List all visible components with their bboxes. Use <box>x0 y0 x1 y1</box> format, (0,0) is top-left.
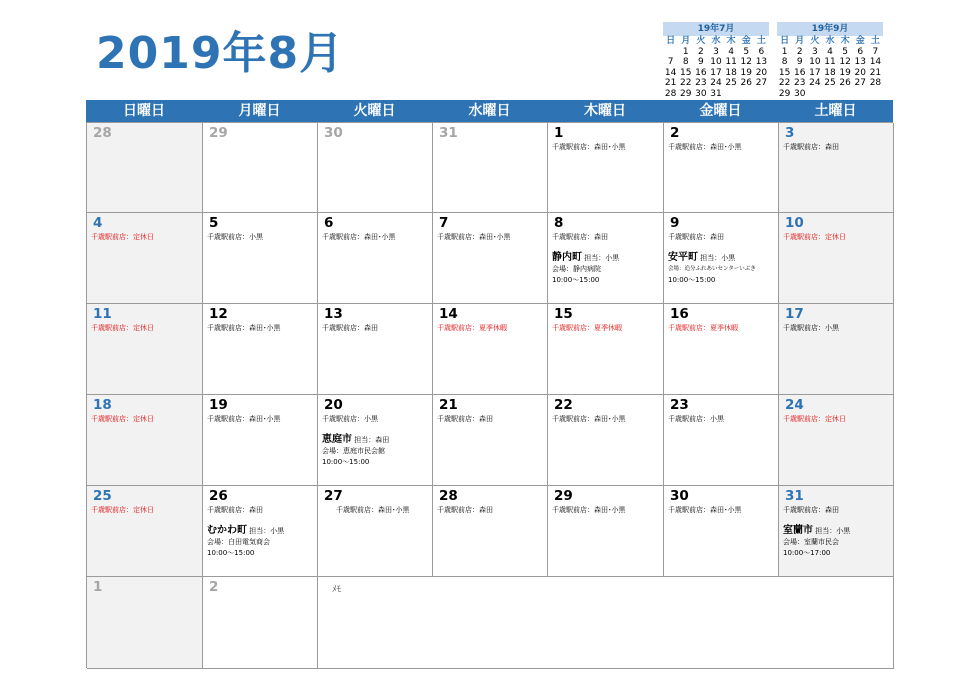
day-cell[interactable] <box>779 395 894 486</box>
mini-day: 4 <box>827 46 833 57</box>
mini-day: 30 <box>793 88 806 99</box>
event-name: 安平町 <box>668 252 698 263</box>
mini-weekday: 月 <box>795 36 805 46</box>
schedule-entry: 千歳駅前店：森田･小黒 <box>668 506 742 514</box>
weekday-label: 日曜日 <box>123 103 165 119</box>
mini-day: 30 <box>695 88 707 99</box>
mini-weekday: 木 <box>726 36 736 46</box>
day-cell[interactable] <box>548 213 664 304</box>
mini-day: 29 <box>778 88 791 99</box>
day-number: 6 <box>324 215 334 231</box>
day-cell[interactable] <box>203 304 318 395</box>
day-number: 9 <box>670 215 680 231</box>
day-cell[interactable] <box>664 123 779 213</box>
mini-day: 24 <box>710 78 722 88</box>
day-number: 28 <box>439 488 458 504</box>
mini-day: 17 <box>809 67 821 78</box>
day-cell[interactable] <box>87 395 203 486</box>
event-time: 10:00～15:00 <box>552 276 600 284</box>
day-cell[interactable] <box>548 486 664 577</box>
mini-day: 26 <box>839 78 851 88</box>
mini-day: 14 <box>664 67 677 78</box>
mini-weekday: 火 <box>696 36 706 46</box>
mini-weekday: 日 <box>780 36 790 46</box>
mini-day <box>822 89 837 100</box>
day-number: 31 <box>439 125 458 141</box>
day-number: 24 <box>785 397 804 413</box>
event-venue: 会場：室蘭市民会 <box>783 538 839 546</box>
mini-calendar-grid <box>777 36 883 99</box>
mini-day: 10 <box>710 57 722 67</box>
schedule-entry: 千歳駅前店：夏季休暇 <box>668 324 738 332</box>
schedule-entry: 千歳駅前店：森田 <box>783 506 839 514</box>
mini-day: 3 <box>713 46 719 57</box>
day-cell[interactable] <box>87 213 203 304</box>
mini-day: 13 <box>854 57 866 67</box>
weekday-label: 水曜日 <box>468 103 511 119</box>
memo-area[interactable] <box>318 577 894 669</box>
day-cell[interactable] <box>433 395 548 486</box>
mini-day: 6 <box>857 46 864 57</box>
day-number: 22 <box>554 397 573 413</box>
mini-day <box>868 89 883 100</box>
day-number: 18 <box>93 397 112 413</box>
day-cell[interactable] <box>318 395 433 486</box>
weekday-label: 土曜日 <box>814 103 857 119</box>
mini-day: 12 <box>839 57 851 67</box>
schedule-entry: 千歳駅前店：夏季休暇 <box>552 324 622 332</box>
mini-day: 5 <box>743 46 750 57</box>
mini-day: 27 <box>854 78 866 88</box>
mini-calendar-prev <box>663 22 769 99</box>
event-name: 恵庭市 <box>322 434 352 445</box>
day-number: 15 <box>554 306 573 322</box>
mini-day: 19 <box>740 67 752 78</box>
schedule-entry: 千歳駅前店：森田 <box>668 233 724 241</box>
event-venue: 会場：白田電気商会 <box>207 538 270 546</box>
day-number: 25 <box>93 488 112 504</box>
schedule-entry: 千歳駅前店：森田･小黒 <box>336 506 410 514</box>
day-number: 27 <box>324 488 343 504</box>
event-block <box>668 252 776 286</box>
mini-day <box>807 89 822 100</box>
day-number: 14 <box>439 306 458 322</box>
weekday-label: 金曜日 <box>699 103 742 119</box>
mini-day: 13 <box>755 57 768 67</box>
schedule-entry: 千歳駅前店：森田 <box>783 143 839 151</box>
mini-day <box>853 89 868 100</box>
day-number: 30 <box>670 488 689 504</box>
mini-day <box>663 47 678 58</box>
schedule-entry: 千歳駅前店：定休日 <box>91 415 154 423</box>
day-cell[interactable] <box>433 486 548 577</box>
day-cell[interactable] <box>548 123 664 213</box>
schedule-entry: 千歳駅前店：森田 <box>552 233 608 241</box>
mini-day: 16 <box>793 67 806 78</box>
day-number: 26 <box>209 488 228 504</box>
schedule-entry: 千歳駅前店：森田･小黒 <box>552 415 626 423</box>
mini-day: 21 <box>869 67 882 78</box>
day-cell[interactable] <box>779 213 894 304</box>
mini-day: 1 <box>781 46 788 57</box>
mini-day: 14 <box>869 57 882 67</box>
schedule-entry: 千歳駅前店：定休日 <box>91 233 154 241</box>
mini-day: 20 <box>755 67 768 78</box>
day-number: 8 <box>554 215 564 231</box>
event-staff: 担当：小黒 <box>700 254 736 262</box>
schedule-entry: 千歳駅前店：定休日 <box>91 506 154 514</box>
mini-day: 11 <box>824 57 836 67</box>
mini-day: 18 <box>824 67 836 78</box>
schedule-entry: 千歳駅前店：森田 <box>322 324 378 332</box>
schedule-entry: 千歳駅前店：小黒 <box>322 415 378 423</box>
day-cell[interactable] <box>664 395 779 486</box>
day-cell[interactable] <box>548 304 664 395</box>
mini-calendar-grid <box>663 36 769 99</box>
event-time: 10:00～17:00 <box>783 549 831 557</box>
mini-day <box>739 89 754 100</box>
event-name: 室蘭市 <box>783 525 813 536</box>
day-number: 31 <box>785 488 804 504</box>
event-block <box>207 525 315 559</box>
mini-day: 21 <box>664 78 677 88</box>
mini-day: 22 <box>778 78 791 88</box>
schedule-entry: 千歳駅前店：森田･小黒 <box>552 506 626 514</box>
day-number: 16 <box>670 306 689 322</box>
day-number: 28 <box>93 125 112 141</box>
mini-weekday: 水 <box>711 36 721 46</box>
mini-weekday: 木 <box>840 36 850 46</box>
mini-day: 2 <box>796 46 803 57</box>
mini-calendar-title: 19年9月 <box>777 22 883 36</box>
event-title <box>668 252 776 264</box>
schedule-entry: 千歳駅前店：森田 <box>437 506 493 514</box>
event-block <box>552 252 661 286</box>
event-time: 10:00～15:00 <box>668 276 716 284</box>
day-cell[interactable] <box>203 123 318 213</box>
mini-day: 27 <box>755 78 768 88</box>
schedule-entry: 千歳駅前店：森田･小黒 <box>668 143 742 151</box>
day-cell[interactable] <box>203 577 318 669</box>
day-number: 12 <box>209 306 228 322</box>
day-number: 21 <box>439 397 458 413</box>
day-number: 4 <box>93 215 103 231</box>
event-time: 10:00～15:00 <box>322 458 370 466</box>
day-cell[interactable] <box>664 213 779 304</box>
day-number: 29 <box>209 125 228 141</box>
mini-day: 25 <box>824 78 836 88</box>
event-title <box>552 252 661 264</box>
day-number: 3 <box>785 125 795 141</box>
mini-day: 3 <box>811 46 818 57</box>
day-number: 19 <box>209 397 228 413</box>
mini-day <box>724 89 739 100</box>
day-number: 2 <box>670 125 680 141</box>
event-venue: 会場：恵庭市民会館 <box>322 447 385 455</box>
mini-weekday: 金 <box>741 36 751 46</box>
mini-weekday: 月 <box>681 36 691 46</box>
mini-day: 6 <box>758 46 765 57</box>
day-number: 1 <box>554 125 564 141</box>
event-venue: 会場：静内病院 <box>552 265 601 273</box>
mini-day: 28 <box>664 88 677 99</box>
day-number: 7 <box>439 215 449 231</box>
day-cell[interactable] <box>318 486 433 577</box>
mini-day: 28 <box>869 78 882 88</box>
day-number: 17 <box>785 306 804 322</box>
day-cell[interactable] <box>779 123 894 213</box>
mini-weekday: 火 <box>810 36 820 46</box>
day-cell[interactable] <box>87 304 203 395</box>
day-cell[interactable] <box>433 213 548 304</box>
day-cell[interactable] <box>203 395 318 486</box>
event-title <box>783 525 891 537</box>
mini-day: 29 <box>679 88 692 99</box>
day-cell[interactable] <box>433 123 548 213</box>
mini-day: 17 <box>710 67 722 78</box>
day-number: 20 <box>324 397 343 413</box>
mini-day: 24 <box>809 78 821 88</box>
event-block <box>322 434 430 468</box>
day-cell[interactable] <box>318 123 433 213</box>
weekday-label: 月曜日 <box>238 103 281 119</box>
day-cell[interactable] <box>203 213 318 304</box>
event-staff: 担当：小黒 <box>249 527 285 535</box>
mini-day: 22 <box>679 78 692 88</box>
mini-weekday: 土 <box>756 36 766 46</box>
mini-weekday: 水 <box>825 36 835 46</box>
day-cell[interactable] <box>779 304 894 395</box>
weekday-label: 火曜日 <box>353 103 396 119</box>
mini-day <box>754 89 769 100</box>
mini-weekday: 日 <box>666 36 676 46</box>
event-venue: 会場：追分ふれあいセンターいぶき <box>668 266 756 272</box>
mini-weekday: 金 <box>855 36 865 46</box>
mini-day: 5 <box>842 46 848 57</box>
event-staff: 担当：森田 <box>354 436 390 444</box>
calendar-title: 2019年8月 <box>96 28 345 79</box>
mini-calendar-title: 19年7月 <box>663 22 769 36</box>
day-cell[interactable] <box>203 486 318 577</box>
day-number: 30 <box>324 125 343 141</box>
day-number: 29 <box>554 488 573 504</box>
day-number: 10 <box>785 215 804 231</box>
day-cell[interactable] <box>318 213 433 304</box>
day-number: 23 <box>670 397 689 413</box>
mini-day: 15 <box>679 67 692 78</box>
day-cell[interactable] <box>87 577 203 669</box>
schedule-entry: 千歳駅前店：定休日 <box>91 324 154 332</box>
mini-day: 4 <box>728 46 734 57</box>
day-number: 5 <box>209 215 219 231</box>
day-number: 1 <box>93 579 103 595</box>
event-block <box>783 525 891 559</box>
day-cell[interactable] <box>87 123 203 213</box>
schedule-entry: 千歳駅前店：森田･小黒 <box>322 233 396 241</box>
schedule-entry: 千歳駅前店：小黒 <box>783 324 839 332</box>
day-cell[interactable] <box>664 304 779 395</box>
schedule-entry: 千歳駅前店：定休日 <box>783 415 846 423</box>
mini-day: 23 <box>695 78 707 88</box>
schedule-entry: 千歳駅前店：森田･小黒 <box>437 233 511 241</box>
mini-day: 9 <box>697 57 704 67</box>
weekday-header <box>86 100 893 122</box>
mini-day: 8 <box>682 57 689 67</box>
schedule-entry: 千歳駅前店：森田 <box>437 415 493 423</box>
schedule-entry: 千歳駅前店：森田･小黒 <box>207 324 281 332</box>
mini-day: 8 <box>781 57 788 67</box>
mini-day: 9 <box>796 57 803 67</box>
mini-day: 19 <box>839 67 851 78</box>
mini-day: 12 <box>740 57 752 67</box>
day-cell[interactable] <box>779 486 894 577</box>
day-cell[interactable] <box>664 486 779 577</box>
mini-day: 10 <box>809 57 821 67</box>
day-number: 11 <box>93 306 112 322</box>
event-title <box>322 434 430 446</box>
mini-calendar-next <box>777 22 883 99</box>
day-cell[interactable] <box>433 304 548 395</box>
mini-day: 23 <box>793 78 806 88</box>
mini-day: 15 <box>778 67 791 78</box>
mini-day: 11 <box>725 57 737 67</box>
mini-day: 18 <box>725 67 737 78</box>
event-staff: 担当：小黒 <box>815 527 851 535</box>
day-cell[interactable] <box>548 395 664 486</box>
weekday-label: 木曜日 <box>584 103 626 119</box>
mini-day: 25 <box>725 78 737 88</box>
schedule-entry: 千歳駅前店：夏季休暇 <box>437 324 507 332</box>
mini-day: 7 <box>667 57 674 67</box>
schedule-entry: 千歳駅前店：森田･小黒 <box>207 415 281 423</box>
mini-day: 1 <box>682 46 689 57</box>
event-name: むかわ町 <box>207 525 247 536</box>
schedule-entry: 千歳駅前店：小黒 <box>207 233 263 241</box>
schedule-entry: 千歳駅前店：定休日 <box>783 233 846 241</box>
mini-day: 31 <box>710 88 722 99</box>
event-name: 静内町 <box>552 252 582 263</box>
event-time: 10:00～15:00 <box>207 549 255 557</box>
day-number: 13 <box>324 306 343 322</box>
mini-day: 7 <box>872 46 879 57</box>
calendar-grid <box>86 122 893 668</box>
mini-day: 16 <box>695 67 707 78</box>
event-title <box>207 525 315 537</box>
day-cell[interactable] <box>87 486 203 577</box>
schedule-entry: 千歳駅前店：森田 <box>207 506 263 514</box>
schedule-entry: 千歳駅前店：小黒 <box>668 415 724 423</box>
schedule-entry: 千歳駅前店：森田･小黒 <box>552 143 626 151</box>
mini-day: 2 <box>697 46 704 57</box>
day-cell[interactable] <box>318 304 433 395</box>
mini-weekday: 土 <box>870 36 880 46</box>
mini-day <box>838 89 853 100</box>
mini-day: 20 <box>854 67 866 78</box>
memo-label: ﾒﾓ <box>332 585 342 595</box>
event-staff: 担当：小黒 <box>584 254 620 262</box>
day-number: 2 <box>209 579 219 595</box>
mini-day: 26 <box>740 78 752 88</box>
